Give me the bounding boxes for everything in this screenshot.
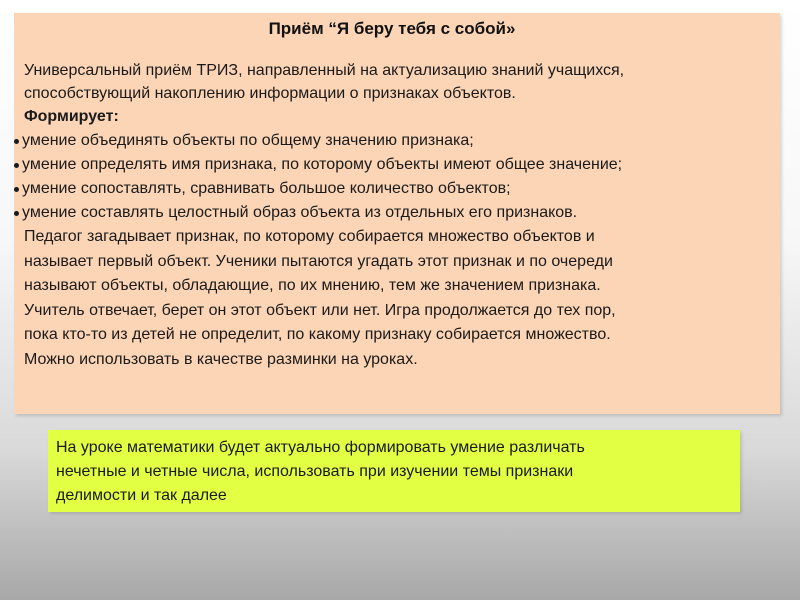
skill-text: умение составлять целостный образ объекта из отдельных его признаков. [22, 204, 578, 221]
intro-line-2: способствующий накоплению информации о признаках объектов. [24, 85, 516, 102]
spacer [14, 39, 770, 59]
description-line: называет первый объект. Ученики пытаются угадать этот признак и по очереди [24, 252, 613, 270]
description-line: Учитель отвечает, берет он этот объект или нет. Игра продолжается до тех пор, [24, 301, 616, 319]
forms-label: Формирует: [24, 108, 119, 125]
description-line: называют объекты, обладающие, по их мнению, тем же значением признака. [24, 277, 601, 294]
bullet-icon [14, 187, 19, 192]
skills-list [22, 129, 770, 225]
note-line: нечетные и четные числа, использовать при изучении темы признаки [56, 463, 574, 480]
description-line: Можно использовать в качестве разминки на уроках. [24, 350, 418, 368]
note-line: На уроке математики будет актуально формировать умение различать [56, 439, 585, 456]
note-line: делимости и так далее [56, 487, 227, 504]
bullet-icon [14, 139, 19, 144]
skill-item [14, 201, 770, 225]
math-lesson-note-box [48, 430, 740, 512]
description-line: пока кто-то из детей не определит, по какому признаку собирается множество. [24, 326, 611, 343]
bullet-icon [14, 211, 19, 216]
bullet-icon [14, 163, 19, 168]
technique-title: Приём “Я беру тебя с собой» [268, 19, 516, 38]
skill-item [14, 153, 770, 177]
skill-item [14, 129, 770, 153]
technique-description-box [14, 13, 780, 414]
description-line: Педагог загадывает признак, по которому собирается множество объектов и [24, 228, 595, 245]
intro-line-1: Универсальный приём ТРИЗ, направленный на актуализацию знаний учащихся, [24, 62, 625, 79]
skill-item [14, 177, 770, 201]
skill-text: умение определять имя признака, по которому объекты имеют общее значение; [22, 156, 623, 173]
skill-text: умение сопоставлять, сравнивать большое количество объектов; [22, 180, 511, 197]
skill-text: умение объединять объекты по общему значению признака; [22, 132, 474, 149]
